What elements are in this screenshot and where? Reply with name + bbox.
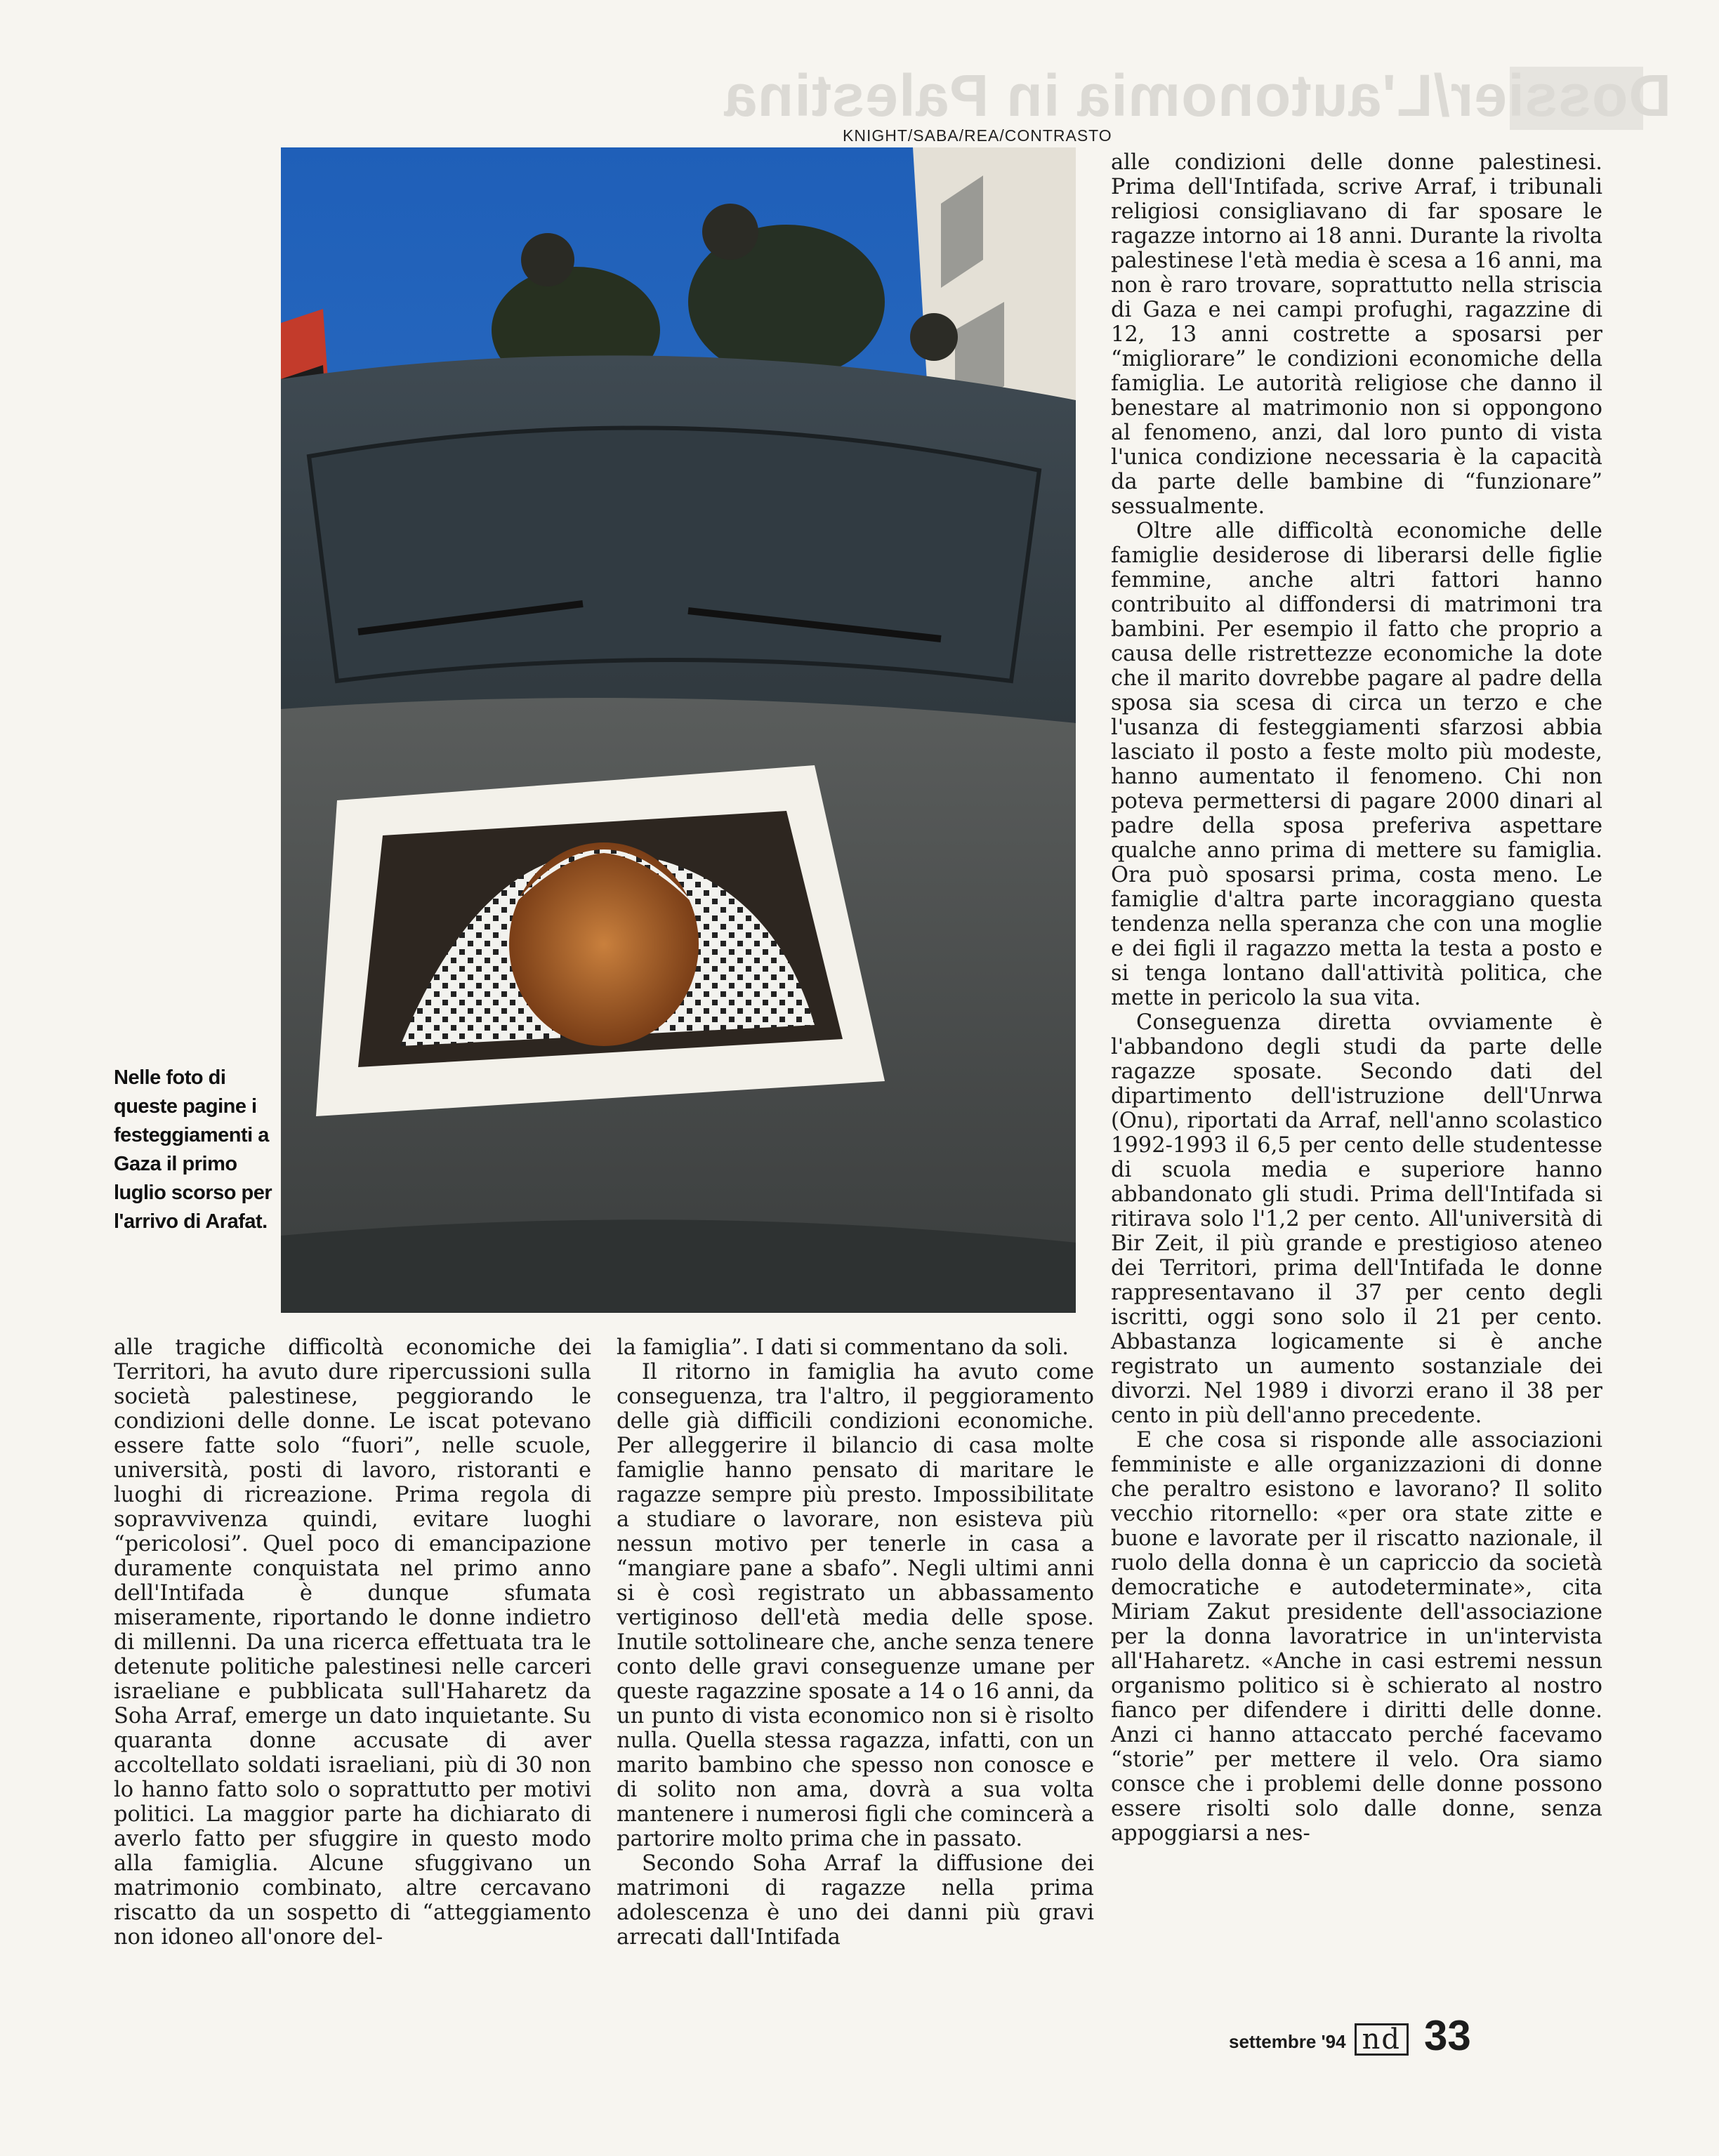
paragraph: E che cosa si risponde alle associazioni femministe e alle organizzazioni di donne che peraltro esistono e lavorano? Il solito vecchio ritornello: «per ora state zitte e buone e lavorate per il riscatto nazionale, il ruolo della donna è un capriccio da società democratiche e autodeterminate», cita Miriam Zakut presidente dell'associazione per la donna lavoratrice in un'intervista all'Haharetz. «Anche in casi estremi nessun organismo politico si è schierato al nostro fianco per difendere i diritti delle donne. Anzi ci hanno attaccato perché facevamo “storie” per mettere il velo. Ora siamo consce che i problemi delle donne possono essere risolti solo dalle donne, senza appoggiarsi a nes- <box>1111 1428 1602 1846</box>
paragraph: Oltre alle difficoltà economiche delle famiglie desiderose di liberarsi delle figlie femmine, anche altri fattori hanno contribuito al diffondersi di matrimoni tra bambini. Per esempio il fatto che proprio a causa delle ristrettezze economiche la dote che il marito dovrebbe pagare al padre della sposa sia scesa di circa un terzo e che l'usanza di festeggiamenti sfarzosi abbia lasciato il posto a feste molto più modeste, hanno aumentato il fenomeno. Chi non poteva permettersi di pagare 2000 dinari al padre della sposa preferiva aspettare qualche anno prima di mettere su famiglia. Ora può sposarsi prima, costa meno. Le famiglie d'altra parte incoraggiano questa tendenza nella speranza che con una moglie e dei figli il ragazzo metta la testa a posto e si tenga lontano dall'attività politica, che mette in pericolo la sua vita. <box>1111 519 1602 1010</box>
paragraph: alle tragiche difficoltà economiche dei Territori, ha avuto dure ripercussioni sulla società palestinese, peggiorando le condizioni delle donne. Le iscat potevano essere fatte solo “fuori”, nelle scuole, università, posti di lavoro, ristoranti e luoghi di ricreazione. Prima regola di sopravvivenza quindi, evitare luoghi “pericolosi”. Quel poco di emancipazione duramente conquistata nel primo anno dell'Intifada è dunque sfumata miseramente, riportando le donne indietro di millenni. Da una ricerca effettuata tra le detenute politiche palestinesi nelle carceri israeliane e pubblicata sull'Haharetz da Soha Arraf, emerge un dato inquietante. Su quaranta donne accusate di aver accoltellato soldati israeliani, più di 30 non lo hanno fatto solo o soprattutto per motivi politici. La maggior parte ha dichiarato di averlo fatto per sfuggire in questo modo alla famiglia. Alcune sfuggivano un matrimonio combinato, altre cercavano riscatto da un sospetto di “atteggiamento non idoneo all'onore del- <box>114 1335 591 1950</box>
photo-caption: Nelle foto di queste pagine i festeggiamenti a Gaza il primo luglio scorso per l'arrivo di Arafat. <box>114 1066 272 1233</box>
paragraph: la famiglia”. I dati si commentano da soli. <box>617 1335 1069 1360</box>
article-column-left <box>114 1335 591 1950</box>
issue-date: settembre '94 <box>1229 2031 1346 2052</box>
arafat-photo <box>281 147 1076 1313</box>
page-number: 33 <box>1423 2012 1471 2059</box>
paragraph: Secondo Soha Arraf la diffusione dei matrimoni di ragazze nella prima adolescenza è uno dei danni più gravi arrecati dall'Intifada <box>617 1851 1094 1950</box>
article-column-middle <box>617 1335 1094 1950</box>
photo-credit: KNIGHT/SABA/REA/CONTRASTO <box>843 126 1112 145</box>
faded-header-showthrough: Dossier/L'autonomia in Palestina <box>723 62 1671 128</box>
page-footer <box>1229 2008 1510 2057</box>
paragraph: Conseguenza diretta ovviamente è l'abbandono degli studi da parte delle ragazze sposate. Secondo dati del dipartimento dell'istruzione dell'Unrwa (Onu), riportati da Arraf, nell'anno scolastico 1992-1993 il 6,5 per cento delle studentesse di scuola media e superiore hanno abbandonato gli studi. Prima dell'Intifada si ritirava solo l'1,2 per cento. All'università di Bir Zeit, il più grande e prestigioso ateneo dei Territori, prima dell'Intifada le donne rappresentavano il 37 per cento degli iscritti, oggi sono solo il 21 per cento. Abbastanza logicamente si è anche registrato un aumento sostanziale dei divorzi. Nel 1989 i divorzi erano il 38 per cento in più dell'anno precedente. <box>1111 1010 1602 1428</box>
paragraph: Il ritorno in famiglia ha avuto come conseguenza, tra l'altro, il peggioramento delle già difficili condizioni economiche. Per alleggerire il bilancio di casa molte famiglie hanno pensato di maritare le ragazze sempre più presto. Impossibilitate a studiare o lavorare, non esisteva più nessun motivo per tenerle in casa a “mangiare pane a sbafo”. Negli ultimi anni si è così registrato un abbassamento vertiginoso dell'età media delle spose. Inutile sottolineare che, anche senza tenere conto delle gravi conseguenze umane per queste ragazzine sposate a 14 o 16 anni, da un punto di vista economico non si è risolto nulla. Quella stessa ragazza, infatti, con un marito bambino che spesso non conosce e di solito non ama, dovrà a sua volta mantenere i numerosi figli che comincerà a partorire molto prima che in passato. <box>617 1360 1094 1851</box>
paragraph: alle condizioni delle donne palestinesi. Prima dell'Intifada, scrive Arraf, i tribunali religiosi consigliavano di far sposare le ragazze intorno ai 18 anni. Durante la rivolta palestinese l'età media è scesa a 16 anni, ma non è raro trovare, soprattutto nella striscia di Gaza e nei campi profughi, ragazzine di 12, 13 anni costrette a sposarsi per “migliorare” le condizioni economiche della famiglia. Le autorità religiose che danno il benestare al matrimonio non si oppongono al fenomeno, anzi, dal loro punto di vista l'unica condizione necessaria è la capacità da parte delle bambine di “funzionare” sessualmente. <box>1111 150 1602 519</box>
article-column-right <box>1111 150 1602 1846</box>
magazine-logo: nd <box>1355 2023 1409 2056</box>
